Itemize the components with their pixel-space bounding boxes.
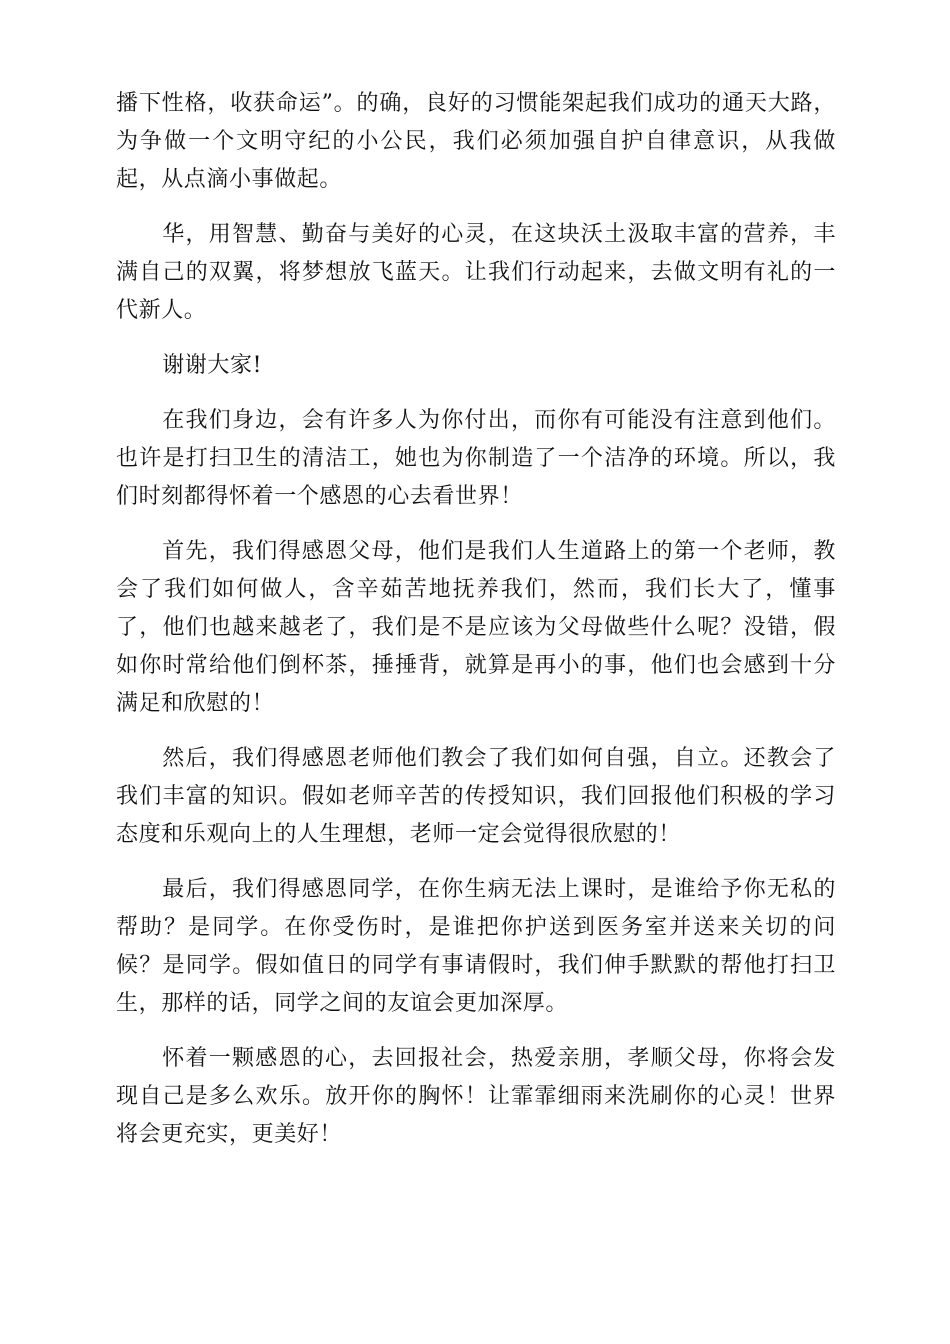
paragraph-7: 最后，我们得感恩同学，在你生病无法上课时，是谁给予你无私的帮助？是同学。在你受伤时，是谁把你护送到医务室并送来关切的问候？是同学。假如值日的同学有事请假时，我们伸手默默的帮他打扫卫生，那样的话，同学之间的友谊会更加深厚。 <box>116 877 836 1016</box>
paragraph-4: 在我们身边，会有许多人为你付出，而你有可能没有注意到他们。也许是打扫卫生的清洁工，她也为你制造了一个洁净的环境。所以，我们时刻都得怀着一个感恩的心去看世界！ <box>116 408 836 509</box>
document-page <box>116 85 836 1171</box>
paragraph-5: 首先，我们得感恩父母，他们是我们人生道路上的第一个老师，教会了我们如何做人，含辛茹苦地抚养我们，然而，我们长大了，懂事了，他们也越来越老了，我们是不是应该为父母做些什么呢？没错，假如你时常给他们倒杯茶，捶捶背，就算是再小的事，他们也会感到十分满足和欣慰的！ <box>116 539 836 716</box>
paragraph-8: 怀着一颗感恩的心，去回报社会，热爱亲朋，孝顺父母，你将会发现自己是多么欢乐。放开你的胸怀！让霏霏细雨来洗刷你的心灵！世界将会更充实，更美好！ <box>116 1046 836 1147</box>
paragraph-3: 谢谢大家! <box>162 353 263 378</box>
paragraph-6: 然后，我们得感恩老师他们教会了我们如何自强，自立。还教会了我们丰富的知识。假如老师辛苦的传授知识，我们回报他们积极的学习态度和乐观向上的人生理想，老师一定会觉得很欣慰的！ <box>116 746 836 847</box>
paragraph-2: 华，用智慧、勤奋与美好的心灵，在这块沃土汲取丰富的营养，丰满自己的双翼，将梦想放飞蓝天。让我们行动起来，去做文明有礼的一代新人。 <box>116 222 836 323</box>
paragraph-1: 播下性格，收获命运”。的确，良好的习惯能架起我们成功的通天大路，为争做一个文明守纪的小公民，我们必须加强自护自律意识，从我做起，从点滴小事做起。 <box>116 91 836 192</box>
